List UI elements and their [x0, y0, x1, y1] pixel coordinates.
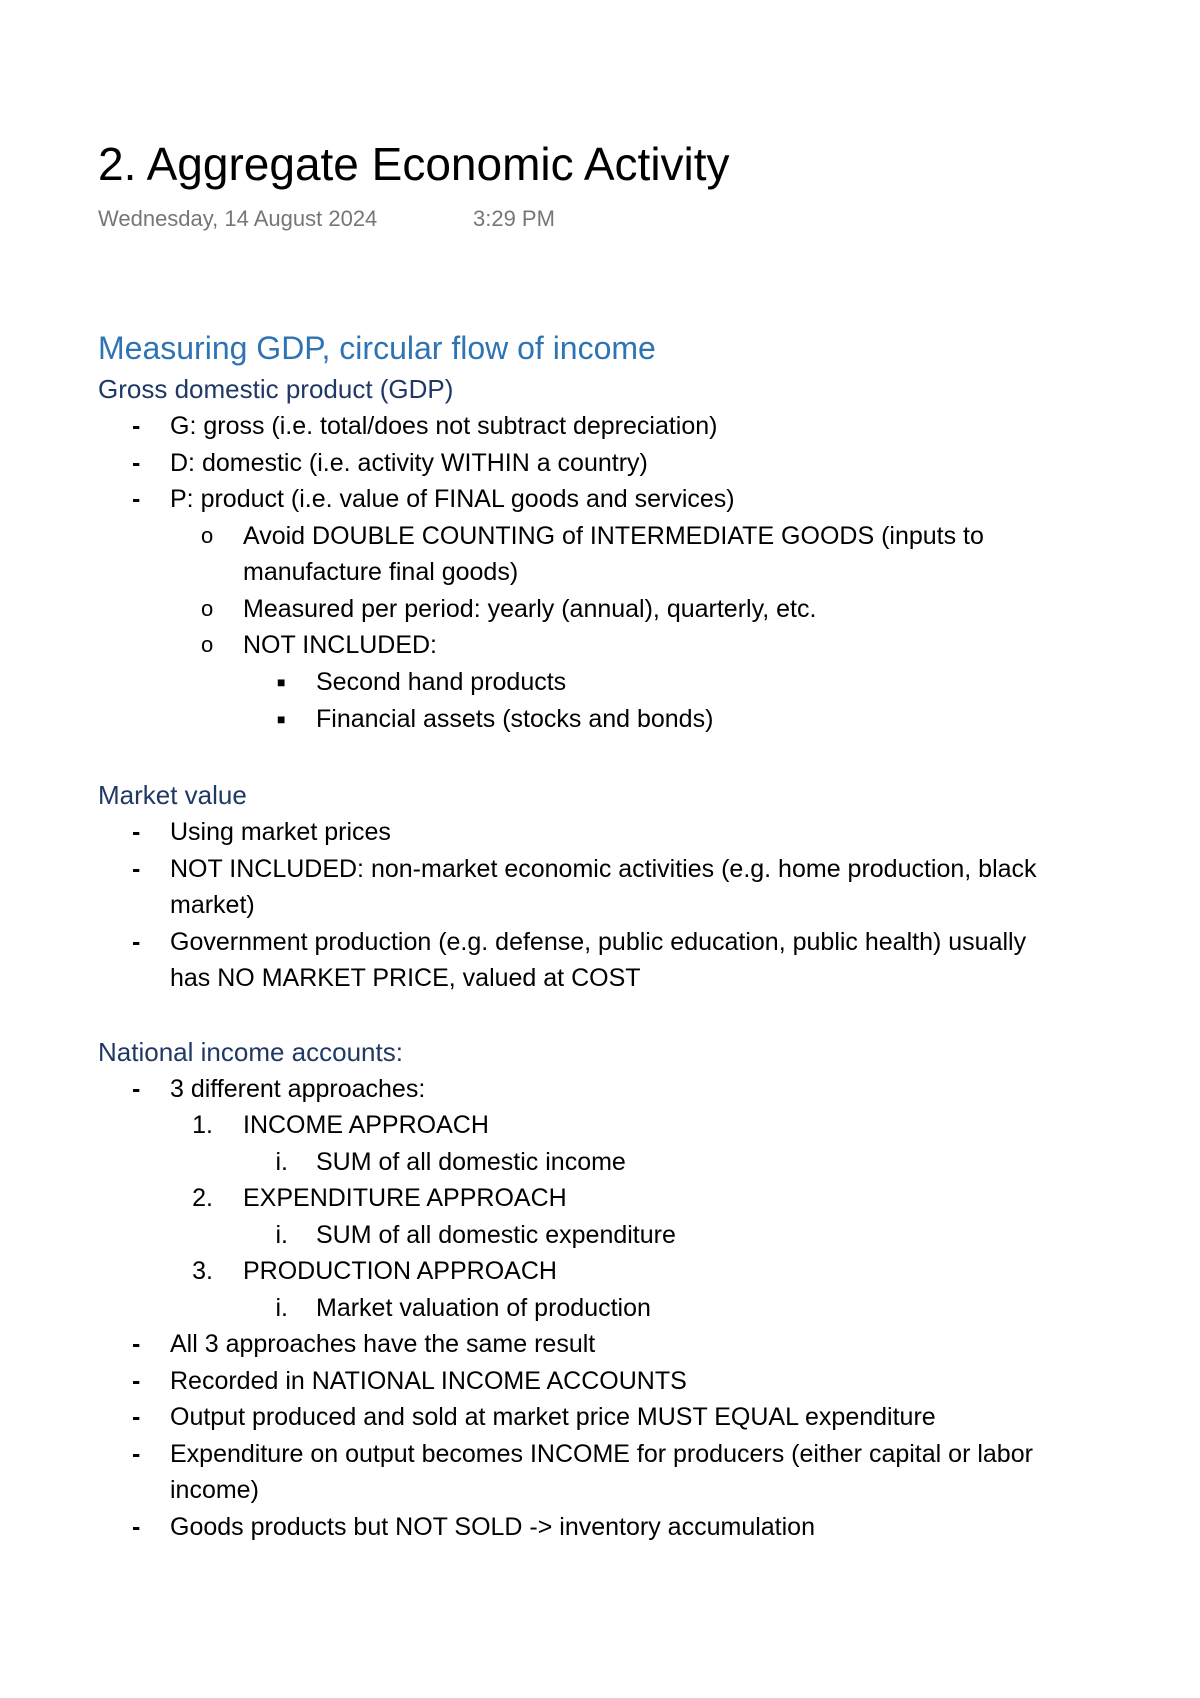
list-item: Financial assets (stocks and bonds) [316, 705, 714, 733]
bullet-dash: - [132, 412, 141, 440]
bullet-dash: - [132, 1367, 141, 1395]
subheading-gdp: Gross domestic product (GDP) [98, 374, 454, 404]
list-item: PRODUCTION APPROACH [243, 1257, 557, 1285]
list-item: Measured per period: yearly (annual), quarterly, etc. [243, 595, 817, 623]
bullet-circle: o [201, 632, 214, 657]
list-item: D: domestic (i.e. activity WITHIN a country) [170, 449, 648, 477]
list-item: All 3 approaches have the same result [170, 1330, 596, 1358]
bullet-dash: - [132, 818, 141, 846]
bullet-circle: o [201, 596, 214, 621]
note-time: 3:29 PM [473, 206, 555, 231]
bullet-dash: - [132, 1330, 141, 1358]
bullet-dash: - [132, 855, 141, 883]
bullet-dash: - [132, 928, 141, 956]
bullet-dash: - [132, 449, 141, 477]
list-number: i. [275, 1221, 288, 1249]
list-number: i. [275, 1294, 288, 1322]
bullet-dash: - [132, 1403, 141, 1431]
list-item: Avoid DOUBLE COUNTING of INTERMEDIATE GOODS (inputs to [243, 522, 984, 550]
list-number: 1. [192, 1111, 213, 1139]
list-item: SUM of all domestic income [316, 1148, 626, 1176]
subheading-national-income: National income accounts: [98, 1037, 403, 1067]
list-item: P: product (i.e. value of FINAL goods and services) [170, 485, 735, 513]
note-date: Wednesday, 14 August 2024 [98, 206, 378, 231]
list-item: INCOME APPROACH [243, 1111, 489, 1139]
list-item: Using market prices [170, 818, 391, 846]
bullet-square: ■ [277, 711, 286, 727]
bullet-dash: - [132, 485, 141, 513]
list-item: Market valuation of production [316, 1294, 651, 1322]
list-item: Recorded in NATIONAL INCOME ACCOUNTS [170, 1367, 687, 1395]
section-heading-gdp: Measuring GDP, circular flow of income [98, 330, 656, 366]
bullet-circle: o [201, 523, 214, 548]
list-item: Expenditure on output becomes INCOME for producers (either capital or labor [170, 1440, 1033, 1468]
bullet-square: ■ [277, 674, 286, 690]
list-item: has NO MARKET PRICE, valued at COST [170, 964, 641, 992]
list-item: SUM of all domestic expenditure [316, 1221, 676, 1249]
list-item: Second hand products [316, 668, 567, 696]
list-item: Output produced and sold at market price MUST EQUAL expenditure [170, 1403, 936, 1431]
bullet-dash: - [132, 1513, 141, 1541]
list-item: Government production (e.g. defense, public education, public health) usually [170, 928, 1027, 956]
list-item: market) [170, 891, 255, 919]
list-item: NOT INCLUDED: [243, 631, 438, 659]
list-item: G: gross (i.e. total/does not subtract depreciation) [170, 412, 718, 440]
list-item: manufacture final goods) [243, 558, 519, 586]
page-title: 2. Aggregate Economic Activity [98, 138, 730, 190]
list-number: 2. [192, 1184, 213, 1212]
list-item: NOT INCLUDED: non-market economic activities (e.g. home production, black [170, 855, 1037, 883]
list-item: 3 different approaches: [170, 1075, 426, 1103]
bullet-dash: - [132, 1440, 141, 1468]
list-number: i. [275, 1148, 288, 1176]
list-number: 3. [192, 1257, 213, 1285]
list-item: Goods products but NOT SOLD -> inventory accumulation [170, 1513, 815, 1541]
bullet-dash: - [132, 1075, 141, 1103]
subheading-market-value: Market value [98, 780, 247, 810]
list-item: EXPENDITURE APPROACH [243, 1184, 567, 1212]
list-item: income) [170, 1476, 259, 1504]
